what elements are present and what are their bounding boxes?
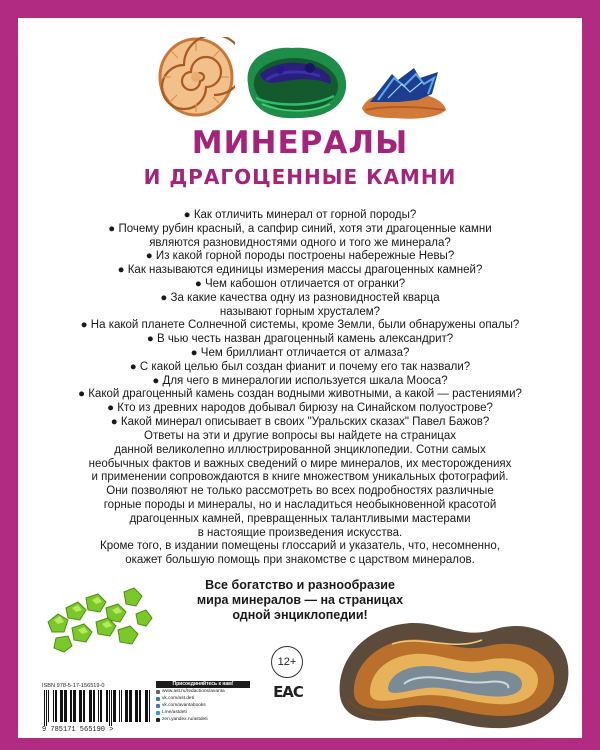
question-line: ● Какой драгоценный камень создан водными животными, а какой — растениями? [78,388,522,401]
social-link[interactable]: t.me/astdeti [156,709,250,716]
intro-line: Они позволяют не только рассмотреть во всех подробностях различные [106,485,494,498]
barcode-bar [83,690,85,722]
question-line: ● Как называются единицы измерения массы драгоценных камней? [117,264,483,277]
question-line: ● Для чего в минералогии используется шкала Мооса? [152,374,448,387]
barcode-bar [139,690,141,722]
barcode-bar [100,690,102,722]
question-line: являются разновидностями одного и того же минерала? [149,236,451,249]
barcode-bar [121,690,122,722]
malachite-azurite-image [240,40,352,122]
barcode [42,690,152,726]
question-line: ● Какой минерал описывает в своих "Уральских сказах" Павел Бажов? [110,415,490,428]
social-link[interactable]: www.ast.ru/redactions/avanta [156,688,250,695]
barcode-bar [70,690,72,722]
question-line: называют горным хрусталем? [219,305,381,318]
question-line: ● Из какой горной породы построены набережные Невы? [145,250,455,263]
barcode-bar [145,690,148,722]
barcode-bar [119,690,120,722]
eac-mark: ЕАС [273,683,303,701]
barcode-bar [44,690,45,726]
barcode-bar [48,690,49,722]
barcode-bar [135,690,138,722]
social-link[interactable]: vk.com/avantabooks [156,702,250,709]
intro-line: окажет большую помощь при знакомстве с царством минералов. [125,554,475,567]
social-header: Присоединяйтесь к нам! [156,681,250,688]
social-link[interactable]: zen.yandex.ru/astdeti [156,716,250,723]
social-link[interactable]: vk.com/ast.deti [156,695,250,702]
barcode-bar [113,690,116,722]
green-gems-image [42,578,154,658]
intro-line: необычных фактов и важных сведений о мире минералов, их месторождениях [88,457,512,470]
barcode-bar [53,690,54,722]
intro-line: Ответы на эти и другие вопросы вы найдете на страницах [144,430,456,442]
question-line: ● На какой планете Солнечной системы, кроме Земли, были обнаружены опалы? [80,319,520,332]
barcode-bar [149,690,150,722]
agate-slice-image [332,600,572,734]
book-subtitle: И ДРАГОЦЕННЫЕ КАМНИ [143,165,457,189]
intro-line: в настоящие произведения искусства. [197,526,403,539]
barcode-bar [111,690,112,726]
ammonite-fossil-image [157,37,235,117]
barcode-bar [64,690,67,722]
question-line: ● Чем бриллиант отличается от алмаза? [190,346,410,359]
barcode-bar [98,690,99,722]
barcode-bar [125,690,128,722]
question-line: ● Чем кабошон отличается от огранки? [194,277,406,290]
question-line: ● Кто из древних народов добывал бирюзу на Синайском полуострове? [107,402,493,415]
intro-line: данной великолепно иллюстрированной энциклопедии. Сотни самых [114,443,486,456]
slogan-line: Все богатство и разнообразие [205,578,395,592]
barcode-number: 9 785171 565190 > [42,726,114,734]
vk-icon [156,697,160,701]
question-line: ● Как отличить минерал от горной породы? [183,209,417,221]
telegram-icon [156,711,160,715]
question-line: ● В чью честь назван драгоценный камень александрит? [146,333,454,346]
barcode-bar [79,690,82,722]
questions-list [36,209,564,430]
book-title: МИНЕРАЛЫ [191,125,409,161]
barcode-bar [89,690,92,722]
intro-paragraph [58,430,542,568]
barcode-bar [129,690,132,722]
barcode-bar [55,690,57,722]
barcode-bar [60,690,63,722]
social-links-box [156,681,250,723]
intro-line: Кроме того, в издании помещены глоссарий и указатель, что, несомненно, [100,540,500,553]
barcode-bar [46,690,47,726]
intro-line: горные породы и минералы, но и насладиться необыкновенной красотой [103,498,497,511]
age-rating-badge: 12+ [271,646,303,678]
barcode-bar [109,690,110,726]
blue-crystal-cluster-image [358,64,450,120]
barcode-bar [93,690,95,722]
intro-line: и применении сопровождаются в книге множеством уникальных фотографий. [91,471,509,484]
vk-icon [156,704,160,708]
question-line: ● С какой целью был создан фианит и почему его так назвали? [129,360,471,373]
barcode-bar [106,690,108,722]
cover-panel [18,18,582,738]
slogan-line: мира минералов — на страницах [196,593,404,607]
intro-line: драгоценных камней, превращенных талантливыми мастерами [129,512,471,525]
zen-icon [156,718,160,722]
question-line: ● За какие качества одну из разновидностей кварца [160,291,440,304]
barcode-bar [73,690,76,722]
web-icon [156,690,160,694]
slogan-line: одной энциклопедии! [232,608,368,622]
question-line: ● Почему рубин красный, а сапфир синий, хотя эти драгоценные камни [108,222,492,235]
isbn-text: ISBN 978-5-17-156519-0 [42,683,105,689]
